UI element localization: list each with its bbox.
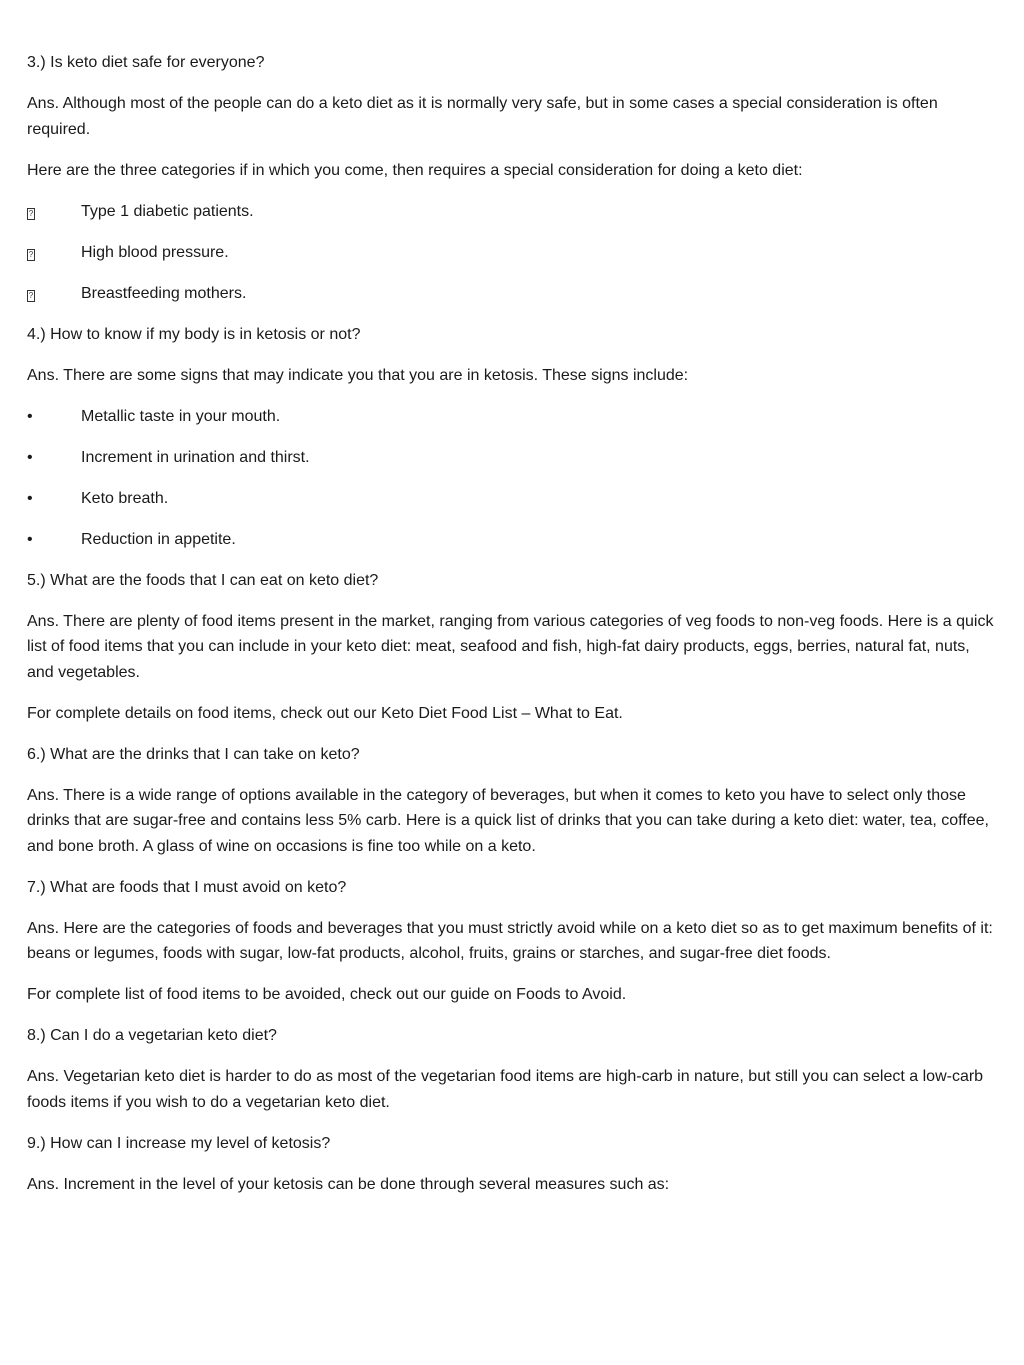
list-item	[27, 527, 997, 553]
list-item-text: Increment in urination and thirst.	[81, 448, 310, 466]
answer-5: Ans. There are plenty of food items present in the market, ranging from various categories of veg foods to non-veg foods. Here is a quick list of food items that you can include in your keto diet: meat, seafood and fish, high-fat dairy products, eggs, berries, natural fat, nuts, and vegetables.	[27, 612, 994, 681]
answer-9: Ans. Increment in the level of your ketosis can be done through several measures such as:	[27, 1175, 670, 1193]
missing-glyph-box-icon: ?	[28, 208, 34, 218]
list-item-text: Metallic taste in your mouth.	[81, 407, 281, 425]
bullet-icon: •	[27, 448, 33, 466]
question-7: 7.) What are foods that I must avoid on keto?	[27, 878, 347, 896]
question-6: 6.) What are the drinks that I can take on keto?	[27, 745, 360, 763]
list-item	[27, 445, 997, 471]
list-item-text: Breastfeeding mothers.	[81, 284, 247, 302]
note-5: For complete details on food items, check out our Keto Diet Food List – What to Eat.	[27, 704, 623, 722]
question-8: 8.) Can I do a vegetarian keto diet?	[27, 1027, 277, 1044]
list-item-text: High blood pressure.	[81, 243, 229, 261]
list-item-text: Type 1 diabetic patients.	[81, 202, 254, 220]
list-item	[27, 404, 997, 430]
answer-6: Ans. There is a wide range of options available in the category of beverages, but when it comes to keto you have to select only those drinks that are sugar-free and contains less 5% carb. Here is a quick list of drinks that you can take during a keto diet: water, tea, coffee, and bone broth. A glass of wine on occasions is fine too while on a keto.	[27, 786, 989, 855]
answer-8: Ans. Vegetarian keto diet is harder to do as most of the vegetarian food items are high-carb in nature, but still you can select a low-carb foods items if you wish to do a vegetarian keto diet.	[27, 1068, 984, 1111]
answer-3-intro: Here are the three categories if in which you come, then requires a special consideration for doing a keto diet:	[27, 161, 803, 179]
answer-4: Ans. There are some signs that may indicate you that you are in ketosis. These signs include:	[27, 366, 689, 384]
question-5: 5.) What are the foods that I can eat on keto diet?	[27, 571, 379, 589]
list-item	[27, 199, 997, 225]
missing-glyph-box-icon: ?	[28, 290, 34, 300]
document-page	[27, 50, 997, 1213]
bullet-icon: •	[27, 530, 33, 548]
question-9: 9.) How can I increase my level of ketosis?	[27, 1134, 331, 1152]
answer-3: Ans. Although most of the people can do a keto diet as it is normally very safe, but in some cases a special consideration is often required.	[27, 95, 938, 138]
answer-7: Ans. Here are the categories of foods and beverages that you must strictly avoid while on a keto diet so as to get maximum benefits of it: beans or legumes, foods with sugar, low-fat products, alcohol, fruits, grains or starches, and sugar-free diet foods.	[27, 919, 993, 962]
question-4: 4.) How to know if my body is in ketosis or not?	[27, 325, 361, 343]
question-3: 3.) Is keto diet safe for everyone?	[27, 54, 265, 71]
list-item-text: Keto breath.	[81, 489, 169, 507]
list-item	[27, 281, 997, 307]
list-item	[27, 486, 997, 512]
list-item-text: Reduction in appetite.	[81, 530, 236, 548]
note-7: For complete list of food items to be avoided, check out our guide on Foods to Avoid.	[27, 986, 627, 1003]
bullet-icon: •	[27, 489, 33, 507]
bullet-icon: •	[27, 407, 33, 425]
missing-glyph-box-icon: ?	[28, 249, 34, 259]
list-item	[27, 240, 997, 266]
